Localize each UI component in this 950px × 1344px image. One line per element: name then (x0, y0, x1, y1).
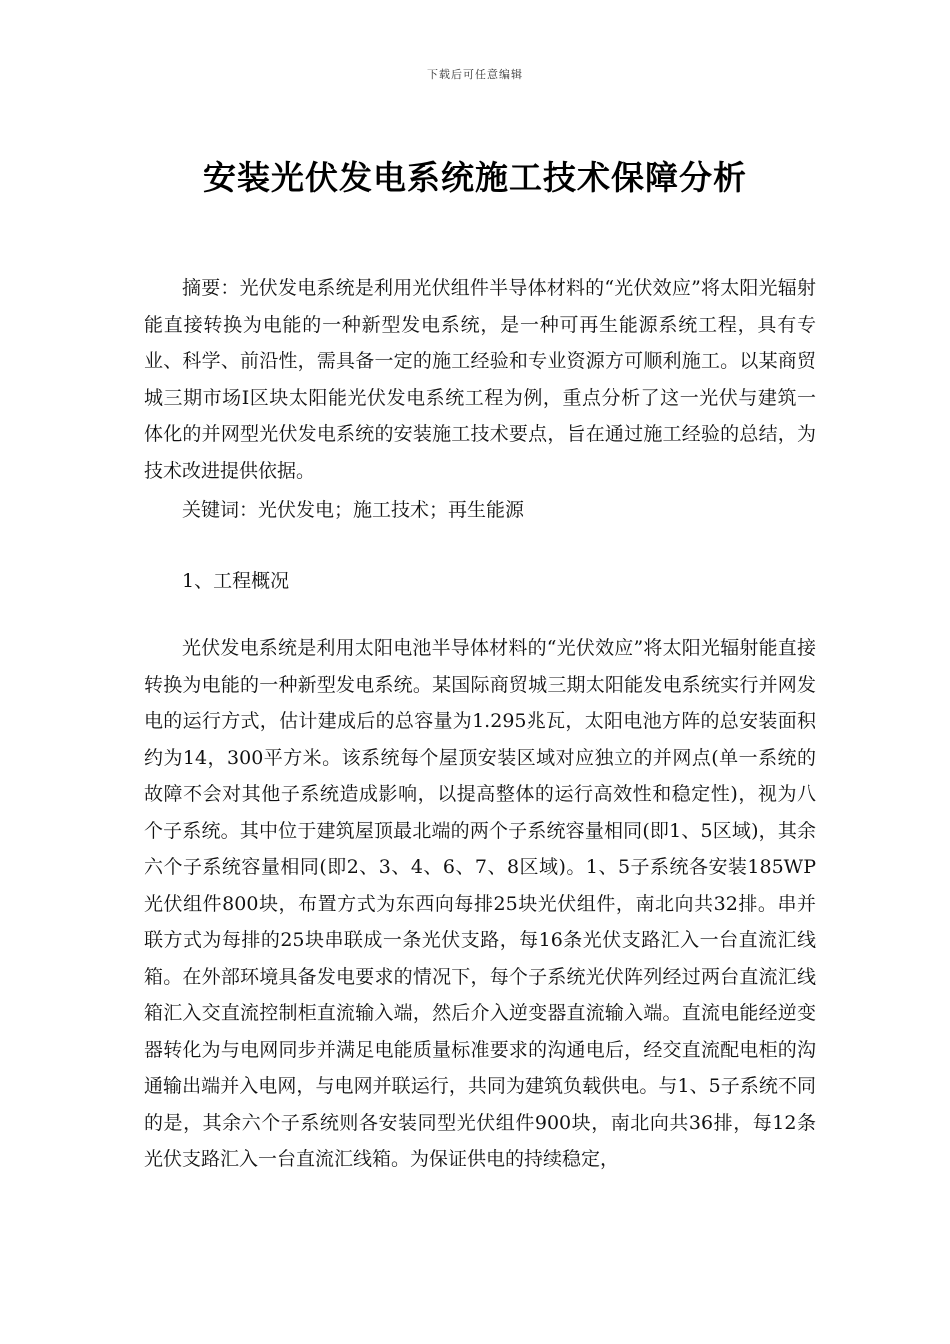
section-paragraph: 光伏发电系统是利用太阳电池半导体材料的“光伏效应”将太阳光辐射能直接转换为电能的一种新型发电系统。某国际商贸城三期太阳能发电系统实行并网发电的运行方式，估计建成后的总容量为1.295兆瓦，太阳电池方阵的总安装面积约为14，300平方米。该系统每个屋顶安装区域对应独立的并网点(单一系统的故障不会对其他子系统造成影响，以提高整体的运行高效性和稳定性)，视为八个子系统。其中位于建筑屋顶最北端的两个子系统容量相同(即1、5区域)，其余六个子系统容量相同(即2、3、4、6、7、8区域)。1、5子系统各安装185WP光伏组件800块，布置方式为东西向每排25块光伏组件，南北向共32排。串并联方式为每排的25块串联成一条光伏支路，每16条光伏支路汇入一台直流汇线箱。在外部环境具备发电要求的情况下，每个子系统光伏阵列经过两台直流汇线箱汇入交直流控制柜直流输入端，然后介入逆变器直流输入端。直流电能经逆变器转化为与电网同步并满足电能质量标准要求的沟通电后，经交直流配电柜的沟通输出端并入电网，与电网并联运行，共同为建筑负载供电。与1、5子系统不同的是，其余六个子系统则各安装同型光伏组件900块，南北向共36排，每12条光伏支路汇入一台直流汇线箱。为保证供电的持续稳定， (144, 637, 816, 1170)
abstract-paragraph: 摘要：光伏发电系统是利用光伏组件半导体材料的“光伏效应”将太阳光辐射能直接转换为电能的一种新型发电系统，是一种可再生能源系统工程，具有专业、科学、前沿性，需具备一定的施工经验和专业资源方可顺利施工。以某商贸城三期市场Ⅰ区块太阳能光伏发电系统工程为例，重点分析了这一光伏与建筑一体化的并网型光伏发电系统的安装施工技术要点，旨在通过施工经验的总结，为技术改进提供依据。 (144, 277, 816, 482)
document-title: 安装光伏发电系统施工技术保障分析 (203, 158, 747, 197)
header-note: 下载后可任意编辑 (427, 68, 523, 81)
section-heading: 1、工程概况 (182, 570, 290, 592)
keywords-line: 关键词：光伏发电；施工技术；再生能源 (182, 499, 525, 521)
